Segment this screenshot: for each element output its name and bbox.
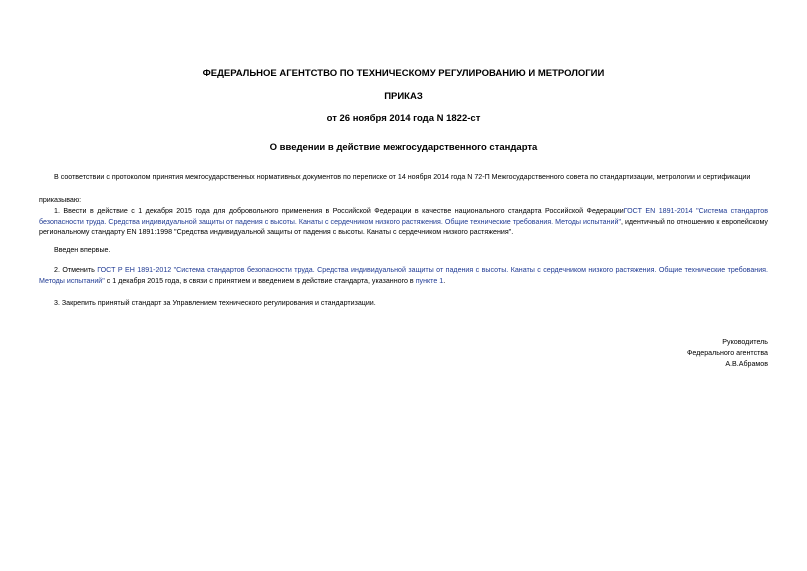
gost-en-1891-2014-link[interactable]: ГОСТ EN 1891-2014 "Система стандартов безопасности труда. Средства индивидуальной защиты от падения с высоты. Канаты с сердечником низкого растяжения. Общие технические требования. Методы испытаний" xyxy=(39,207,769,226)
item-1-reference-link[interactable]: пункте 1 xyxy=(415,276,444,285)
signatory-position: Руководитель xyxy=(722,338,768,346)
preamble-paragraph: В соответствии с протоколом принятия межгосударственных нормативных документов по переписке от 14 ноября 2014 года N 72-П Межгосударственного совета по стандартизации, метрологии и сертификации xyxy=(54,173,751,181)
document-title: О введении в действие межгосударственного стандарта xyxy=(269,142,538,153)
introduced-first-time-note: Введен впервые. xyxy=(54,246,111,254)
item-1-text-after: , идентичный по отношению к европейскому региональному стандарту EN 1891:1998 "Средства индивидуальной защиты от падения с высоты. Канаты с сердечником низкого растяжения". xyxy=(39,217,768,237)
item-2-text-before: 2. Отменить xyxy=(54,266,98,274)
item-1-paragraph xyxy=(39,206,768,238)
document-date: от 26 ноября 2014 года N 1822-ст xyxy=(326,113,481,124)
document-type: ПРИКАЗ xyxy=(384,91,423,102)
item-3-paragraph: 3. Закрепить принятый стандарт за Управлением технического регулирования и стандартизации. xyxy=(54,299,376,307)
item-2-text-after: . xyxy=(443,276,446,285)
agency-name: ФЕДЕРАЛЬНОЕ АГЕНТСТВО ПО ТЕХНИЧЕСКОМУ РЕГУЛИРОВАНИЮ И МЕТРОЛОГИИ xyxy=(202,68,605,79)
orders-paragraph: приказываю: xyxy=(39,196,82,204)
item-2-paragraph xyxy=(39,265,768,286)
signatory-organization: Федерального агентства xyxy=(686,349,768,357)
item-2-text-middle: с 1 декабря 2015 года, в связи с принятием и введением в действие стандарта, указанного в xyxy=(104,276,416,285)
item-1-text-before: 1. Ввести в действие с 1 декабря 2015 года для добровольного применения в Российской Федерации в качестве национального стандарта Российской Федерации xyxy=(54,207,624,215)
signatory-name: А.В.Абрамов xyxy=(725,360,768,368)
gost-r-en-1891-2012-link[interactable]: ГОСТ Р ЕН 1891-2012 "Система стандартов безопасности труда. Средства индивидуальной защиты от падения с высоты. Канаты с сердечником низкого растяжения. Общие технические требования. Методы испытаний" xyxy=(39,266,768,285)
